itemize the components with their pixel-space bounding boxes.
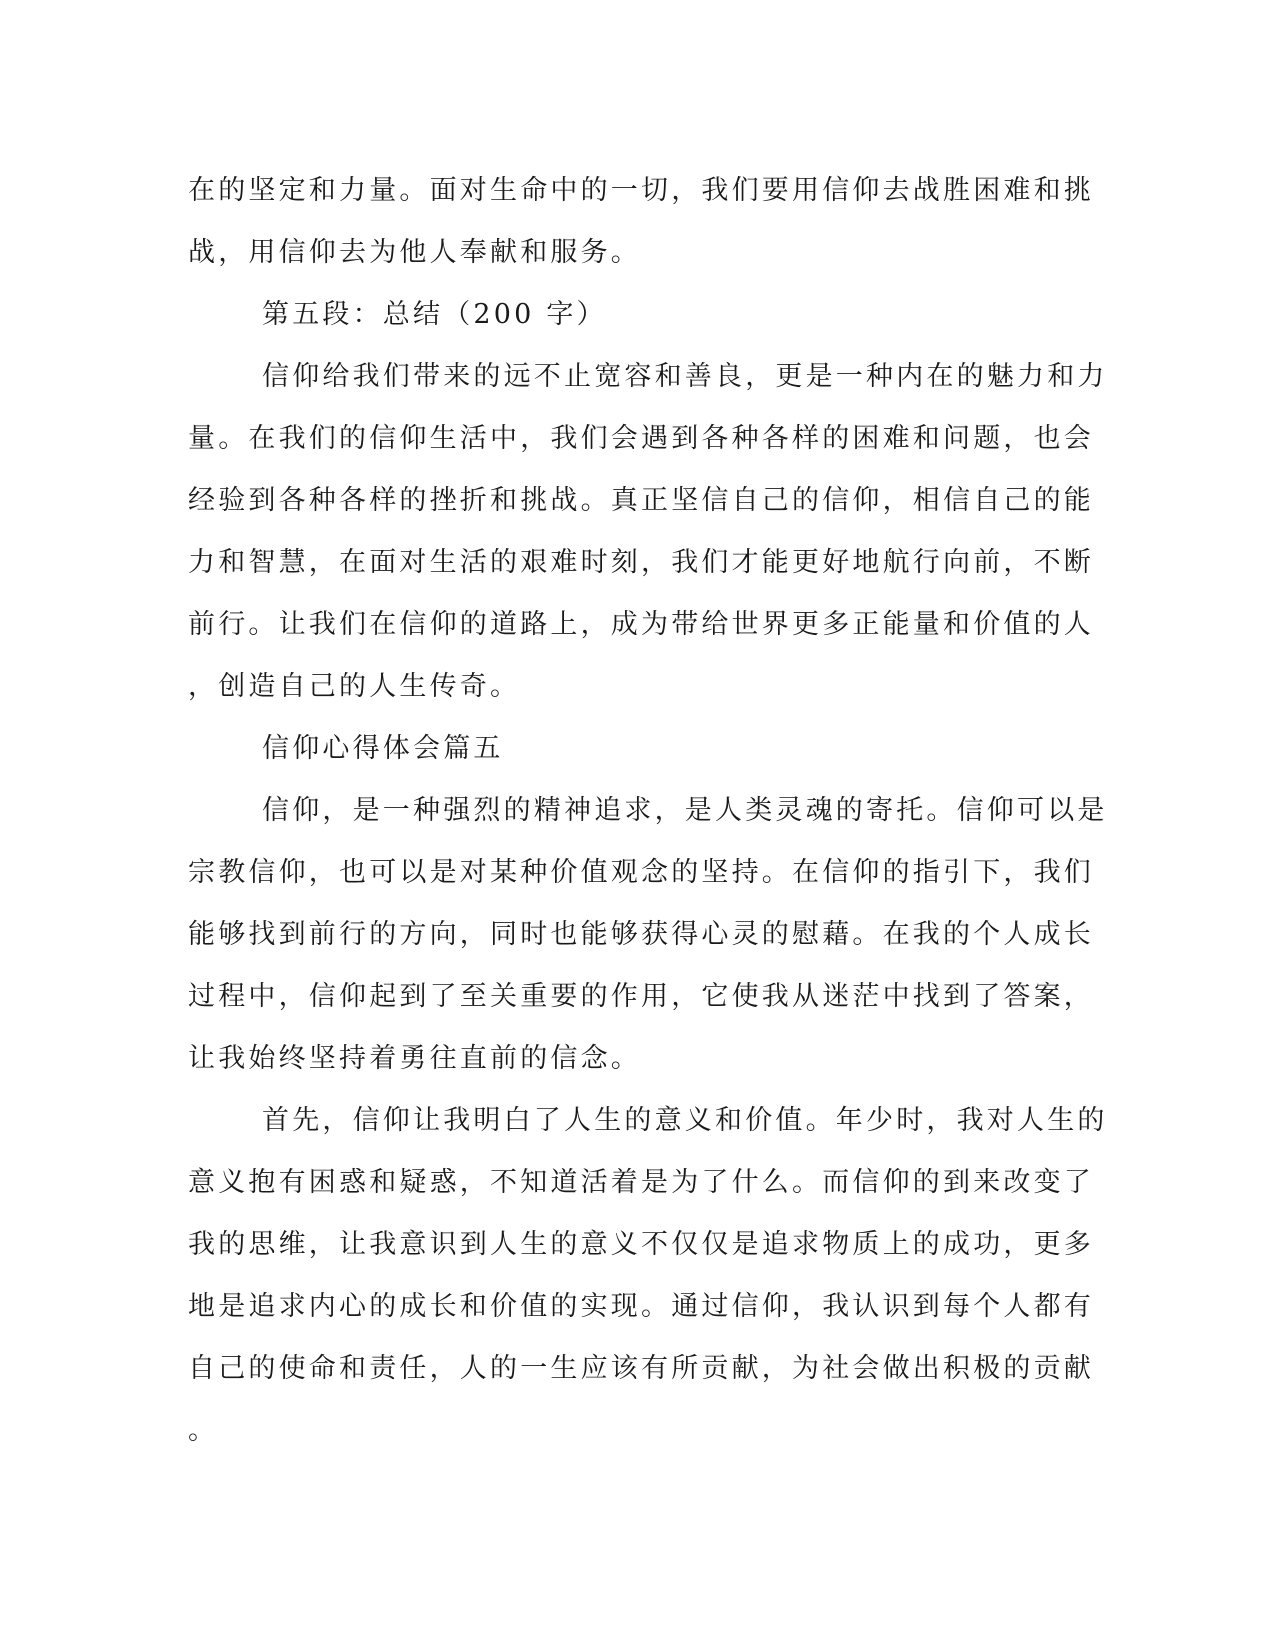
document-body [188, 160, 1108, 1462]
section-heading: 第五段：总结（200 字） [262, 299, 607, 330]
text-line: 量。在我们的信仰生活中，我们会遇到各种各样的困难和问题，也会 [188, 423, 1094, 454]
text-line: ，创造自己的人生传奇。 [188, 671, 521, 702]
text-line: 在的坚定和力量。面对生命中的一切，我们要用信仰去战胜困难和挑 [188, 175, 1094, 206]
text-line: 宗教信仰，也可以是对某种价值观念的坚持。在信仰的指引下，我们 [188, 857, 1094, 888]
text-line: 我的思维，让我意识到人生的意义不仅仅是追求物质上的成功，更多 [188, 1229, 1094, 1260]
text-line: 前行。让我们在信仰的道路上，成为带给世界更多正能量和价值的人 [188, 609, 1094, 640]
text-line: 经验到各种各样的挫折和挑战。真正坚信自己的信仰，相信自己的能 [188, 485, 1094, 516]
text-line: 地是追求内心的成长和价值的实现。通过信仰，我认识到每个人都有 [188, 1291, 1094, 1322]
text-line: 意义抱有困惑和疑惑，不知道活着是为了什么。而信仰的到来改变了 [188, 1167, 1094, 1198]
text-line: 战，用信仰去为他人奉献和服务。 [188, 237, 641, 268]
article-title: 信仰心得体会篇五 [262, 733, 504, 764]
text-line: 。 [188, 1415, 219, 1446]
text-line: 过程中，信仰起到了至关重要的作用，它使我从迷茫中找到了答案， [188, 981, 1094, 1012]
text-line: 信仰，是一种强烈的精神追求，是人类灵魂的寄托。信仰可以是 [262, 795, 1108, 826]
text-line: 能够找到前行的方向，同时也能够获得心灵的慰藉。在我的个人成长 [188, 919, 1094, 950]
text-line: 首先，信仰让我明白了人生的意义和价值。年少时，我对人生的 [262, 1105, 1108, 1136]
text-line: 力和智慧，在面对生活的艰难时刻，我们才能更好地航行向前，不断 [188, 547, 1094, 578]
text-line: 让我始终坚持着勇往直前的信念。 [188, 1043, 641, 1074]
text-line: 信仰给我们带来的远不止宽容和善良，更是一种内在的魅力和力 [262, 361, 1108, 392]
text-line: 自己的使命和责任，人的一生应该有所贡献，为社会做出积极的贡献 [188, 1353, 1094, 1384]
